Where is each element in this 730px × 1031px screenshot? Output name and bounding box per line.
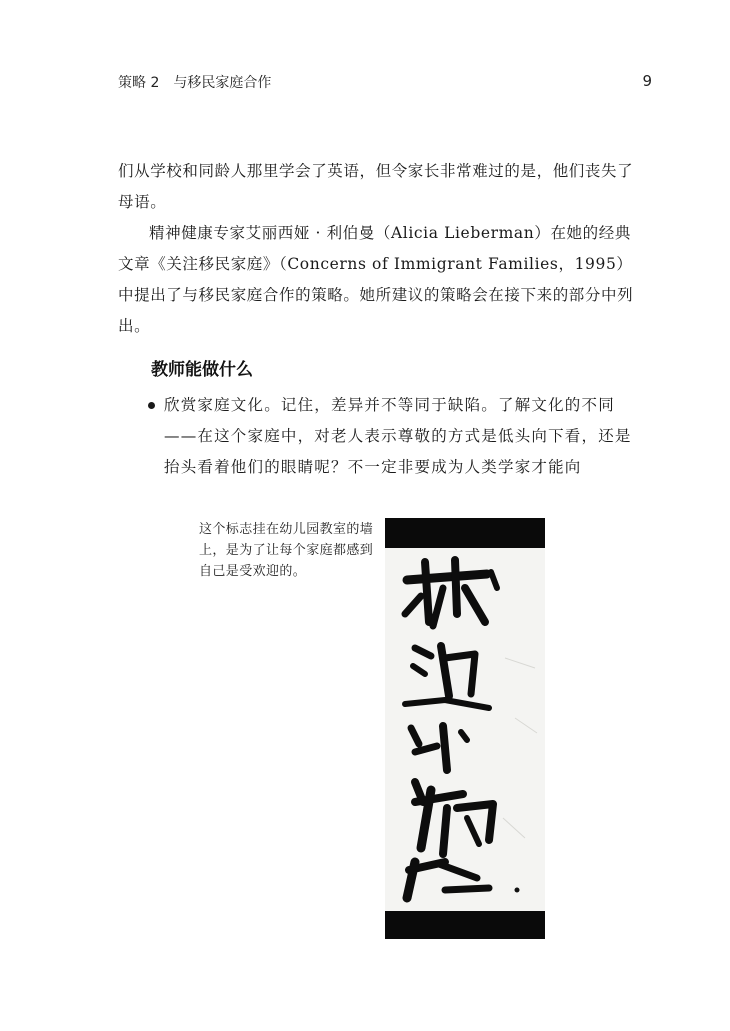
brush-calligraphy-image [385, 518, 545, 939]
welcome-sign-image [385, 518, 545, 939]
paragraph-continued: 们从学校和同龄人那里学会了英语，但令家长非常难过的是，他们丧失了母语。 [118, 162, 634, 211]
list-item-text: 欣赏家庭文化。记住，差异并不等同于缺陷。了解文化的不同——在这个家庭中，对老人表示尊敬的方式是低头向下看，还是抬头看着他们的眼睛呢？不一定非要成为人类学家才能向 [164, 396, 632, 476]
bullet-icon [148, 402, 155, 409]
paragraph: 精神健康专家艾丽西娅 · 利伯曼（Alicia Lieberman）在她的经典文章《关注移民家庭》（Concerns of Immigrant Families，1995）中提出了与移民家庭合作的策略。她所建议的策略会在接下来的部分中列出。 [118, 224, 634, 335]
figure-caption: 这个标志挂在幼儿园教室的墙上，是为了让每个家庭都感到自己是受欢迎的。 [199, 522, 374, 579]
section-heading: 教师能做什么 [151, 360, 253, 380]
chapter-title: 策略 2 与移民家庭合作 [118, 75, 272, 91]
list-item [148, 390, 638, 483]
bullet-list [148, 390, 638, 483]
page-number: 9 [642, 72, 652, 90]
body-text [118, 156, 634, 342]
